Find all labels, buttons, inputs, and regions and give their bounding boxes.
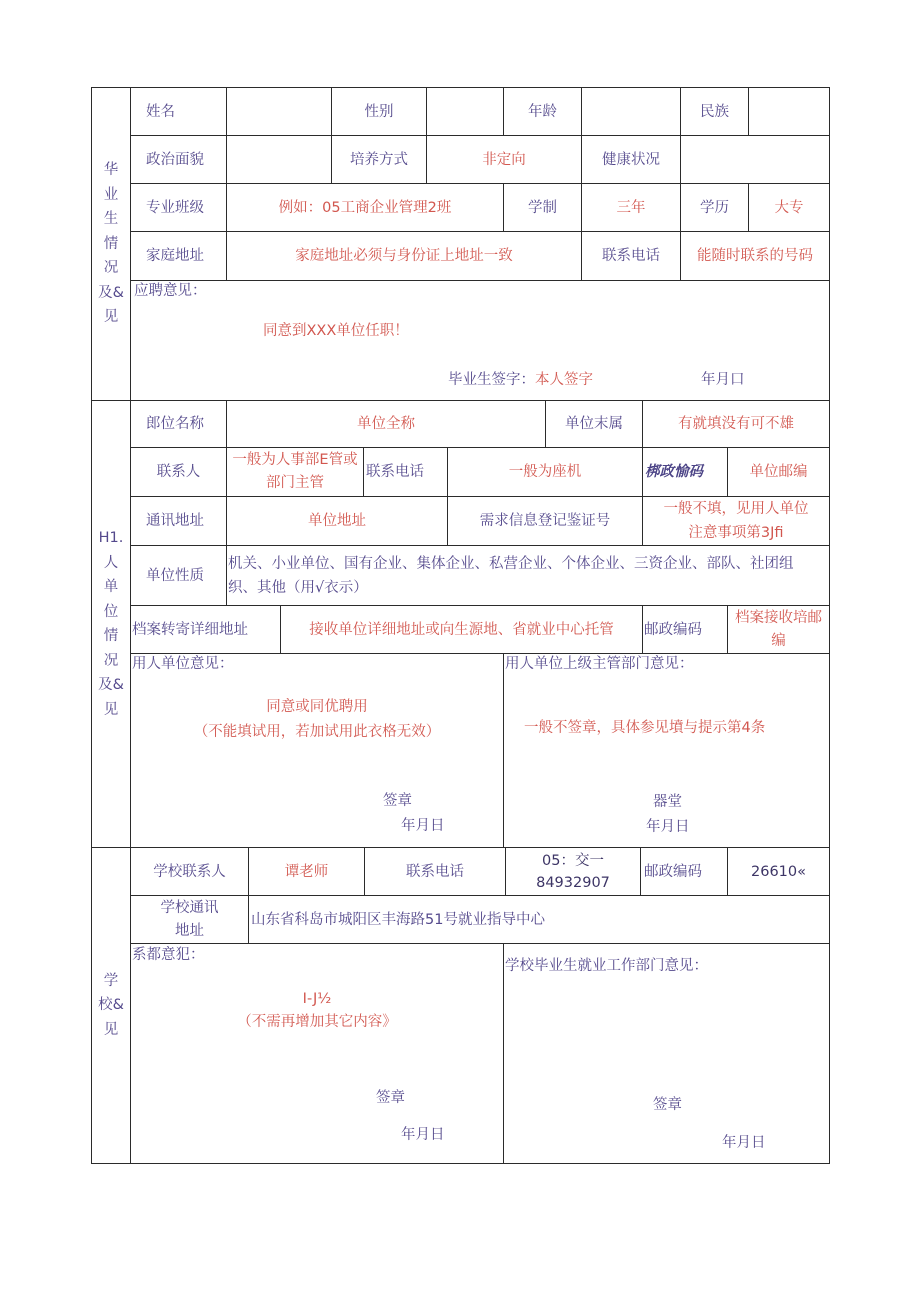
age-field[interactable] xyxy=(581,87,681,136)
employment-office-seal: 签章 xyxy=(653,1097,682,1113)
side-char: 及& xyxy=(98,677,124,693)
graduate-signature xyxy=(448,372,593,388)
side-char: 情 xyxy=(103,235,119,252)
graduate-opinion-label: 应聘意见： xyxy=(134,283,207,299)
text-line: （不需再增加其它内容》 xyxy=(237,1014,397,1030)
nature-label: 单位性质 xyxy=(130,545,227,606)
signature-label: 毕业生签字： xyxy=(448,372,535,388)
signature-value: 本人签字 xyxy=(535,372,593,388)
training-label: 培养方式 xyxy=(331,135,427,184)
employer-postal-value: 单位邮编 xyxy=(727,447,830,497)
school-phone-label: 联系电话 xyxy=(364,847,506,896)
employer-contact-label: 联系人 xyxy=(130,447,227,497)
archive-label: 档案转寄详细地址 xyxy=(130,605,281,654)
employer-phone-label: 联系电话 xyxy=(363,447,448,497)
employment-office-opinion-label: 学校毕业生就业工作部门意见： xyxy=(505,958,708,974)
department-opinion-box xyxy=(130,943,504,1164)
major-label: 专业班级 xyxy=(130,183,227,232)
degree-label: 学历 xyxy=(680,183,749,232)
employer-opinion-label: 用人单位意见： xyxy=(132,656,234,672)
training-value: 非定向 xyxy=(426,135,582,184)
employment-office-date: 年月日 xyxy=(722,1135,766,1151)
political-field[interactable] xyxy=(226,135,332,184)
employer-opinion-text xyxy=(131,695,503,745)
department-seal: 签章 xyxy=(376,1090,405,1106)
school-contact-value: 谭老师 xyxy=(248,847,365,896)
text-line: 编 xyxy=(771,632,786,649)
employer-date: 年月日 xyxy=(401,818,445,834)
ethnicity-field[interactable] xyxy=(748,87,830,136)
gender-field[interactable] xyxy=(426,87,504,136)
text-line: 地址 xyxy=(175,922,204,939)
supervisor-opinion-value: 一般不签章，具体参见墳与提示第4条 xyxy=(524,720,766,736)
affiliation-value: 有就填没有可不雄 xyxy=(642,400,830,448)
side-char: 校& xyxy=(98,997,124,1014)
text-line: 档案接收培邮 xyxy=(735,609,822,626)
gender-label: 性别 xyxy=(331,87,427,136)
ethnicity-label: 民族 xyxy=(680,87,749,136)
school-address-value: 山东省科岛市城阳区丰海路51号就业指导中心 xyxy=(248,895,830,944)
side-char: 情 xyxy=(103,628,119,644)
employer-seal: 签章 xyxy=(383,793,412,809)
cert-value xyxy=(642,496,830,546)
side-char: 位 xyxy=(103,603,119,620)
graduate-phone-label: 联系电话 xyxy=(581,231,681,281)
side-char: H1. xyxy=(98,530,124,546)
side-char: 单 xyxy=(103,579,119,595)
supervisor-seal: 器堂 xyxy=(653,794,682,810)
name-field[interactable] xyxy=(226,87,332,136)
health-label: 健康状况 xyxy=(581,135,681,184)
name-label: 姓名 xyxy=(130,87,227,136)
school-contact-label: 学校联系人 xyxy=(130,847,249,896)
graduate-phone-value: 能随时联系的号码 xyxy=(680,231,830,281)
health-field[interactable] xyxy=(680,135,830,184)
school-section-label xyxy=(91,847,131,1164)
side-char: 业 xyxy=(103,186,119,203)
supervisor-opinion-box xyxy=(503,653,830,848)
major-value: 例如：05工商企业管理2班 xyxy=(226,183,504,232)
graduate-date: 年月口 xyxy=(701,372,745,388)
nature-value: 机关、小业单位、国有企业、集体企业、私营企业、个体企业、三资企业、部队、社团组织、其他（用√衣示） xyxy=(226,545,830,606)
text-line: 学校通讯 xyxy=(160,899,219,916)
age-label: 年龄 xyxy=(503,87,582,136)
archive-postal-label: 邮政编码 xyxy=(642,605,728,654)
unit-name-value: 单位全称 xyxy=(226,400,546,448)
home-address-label: 家庭地址 xyxy=(130,231,227,281)
school-address-label xyxy=(130,895,249,944)
text-line: 部门主管 xyxy=(265,475,324,491)
department-opinion-text xyxy=(131,988,503,1034)
cert-label: 需求信息登记鉴证号 xyxy=(447,496,643,546)
side-char: 及& xyxy=(98,284,124,301)
side-char: 见 xyxy=(103,701,119,718)
side-char: 学 xyxy=(103,972,119,989)
side-char: 华 xyxy=(103,162,119,179)
department-date: 年月日 xyxy=(401,1127,445,1143)
supervisor-opinion-label: 用人单位上级主管部门意见： xyxy=(505,656,694,672)
school-postal-label: 邮政编码 xyxy=(640,847,728,896)
text-line: 注意事项第3Jfi xyxy=(688,525,784,541)
side-char: 况 xyxy=(103,652,119,669)
text-line: 同意或同优聘用 xyxy=(266,699,368,715)
side-char: 见 xyxy=(103,309,119,326)
side-char: 生 xyxy=(103,211,119,228)
employer-postal-label: 梆政愉码 xyxy=(642,447,728,497)
text-line: 一般为人事部E管或 xyxy=(232,452,358,468)
employer-contact-value xyxy=(226,447,364,497)
employer-address-value: 单位地址 xyxy=(226,496,448,546)
supervisor-date: 年月日 xyxy=(646,819,690,835)
side-char: 人 xyxy=(103,554,119,571)
employer-phone-value: 一般为座机 xyxy=(447,447,643,497)
department-opinion-label: 系都意犯： xyxy=(132,947,205,963)
text-line: 一般不填，见用人单位 xyxy=(663,501,809,517)
employer-section-label xyxy=(91,400,131,848)
length-value: 三年 xyxy=(581,183,681,232)
school-postal-value: 26610« xyxy=(727,847,830,896)
side-char: 况 xyxy=(103,260,119,277)
home-address-value: 家庭地址必须与身份证上地址一致 xyxy=(226,231,582,281)
text-line: I-J½ xyxy=(302,991,332,1007)
graduate-opinion-box xyxy=(130,280,830,401)
archive-value: 接收单位详细地址或向生源地、省就业中心托管 xyxy=(280,605,643,654)
text-line: （不能填试用，若加试用此衣格无效） xyxy=(193,724,441,740)
length-label: 学制 xyxy=(503,183,582,232)
political-label: 政治面貌 xyxy=(130,135,227,184)
graduate-section-label xyxy=(91,87,131,401)
employer-address-label: 通讯地址 xyxy=(130,496,227,546)
employment-office-opinion-box xyxy=(503,943,830,1164)
graduate-opinion-value: 同意到XXX单位任职！ xyxy=(263,323,409,339)
side-char: 见 xyxy=(103,1021,119,1038)
unit-name-label: 郎位名称 xyxy=(130,400,227,448)
employer-opinion-box xyxy=(130,653,504,848)
school-phone-value: 05：交一84932907 xyxy=(505,847,641,896)
affiliation-label: 单位末属 xyxy=(545,400,643,448)
degree-value: 大专 xyxy=(748,183,830,232)
archive-postal-value xyxy=(727,605,830,654)
